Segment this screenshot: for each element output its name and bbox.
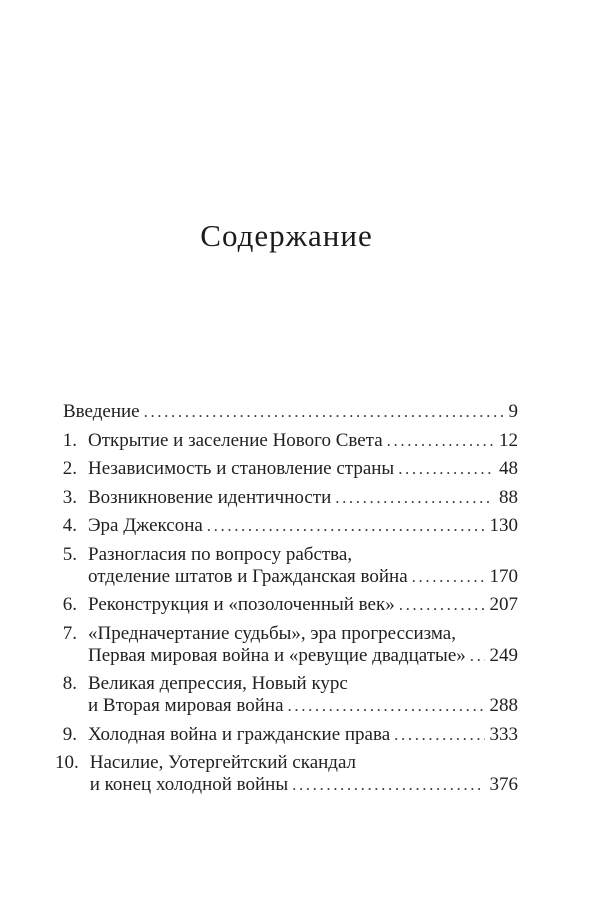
dot-leader bbox=[288, 695, 485, 717]
toc-entry bbox=[55, 673, 518, 717]
entry-number: 6. bbox=[62, 594, 77, 615]
entry-line bbox=[90, 752, 518, 774]
entry-page-number: 12 bbox=[499, 429, 518, 451]
toc-entry bbox=[55, 724, 518, 746]
dot-leader bbox=[399, 594, 485, 616]
toc-entry bbox=[55, 594, 518, 616]
entry-line bbox=[88, 544, 518, 566]
toc-entry bbox=[55, 515, 518, 537]
dot-leader bbox=[207, 515, 485, 537]
entry-line bbox=[88, 623, 518, 645]
entry-body bbox=[88, 673, 518, 717]
entry-number: 1. bbox=[62, 429, 77, 451]
entry-body bbox=[88, 594, 518, 616]
entry-line bbox=[88, 645, 518, 667]
entry-number: 7. bbox=[62, 622, 77, 644]
entry-page-number: 249 bbox=[489, 644, 518, 666]
content-column bbox=[55, 0, 518, 803]
toc-entry bbox=[55, 401, 518, 423]
dot-leader bbox=[412, 566, 485, 588]
entry-body bbox=[88, 724, 518, 746]
entry-body bbox=[90, 752, 518, 796]
entry-line bbox=[88, 594, 518, 616]
entry-title-text: Разногласия по вопросу рабства, bbox=[88, 543, 353, 565]
entry-body bbox=[88, 623, 518, 667]
dot-leader bbox=[144, 401, 504, 423]
toc-entry bbox=[55, 487, 518, 509]
entry-page-number: 170 bbox=[489, 565, 518, 587]
dot-leader bbox=[387, 430, 494, 452]
entry-page-number: 333 bbox=[489, 723, 518, 745]
entry-title-text: Независимость и становление страны bbox=[88, 458, 395, 479]
entry-page-number: 48 bbox=[499, 458, 518, 479]
entry-body bbox=[88, 430, 518, 452]
entry-title-text: отделение штатов и Гражданская война bbox=[88, 565, 408, 587]
entry-line bbox=[88, 695, 518, 717]
entry-line bbox=[88, 515, 518, 537]
dot-leader bbox=[292, 774, 484, 796]
entry-title-text: Холодная война и гражданские права bbox=[88, 723, 391, 745]
entry-page-number: 9 bbox=[508, 401, 518, 422]
entry-body bbox=[88, 544, 518, 588]
entry-number: 2. bbox=[62, 458, 77, 479]
dot-leader bbox=[394, 724, 484, 746]
entry-line bbox=[88, 724, 518, 746]
entry-title-text: Великая депрессия, Новый курс bbox=[88, 673, 348, 694]
entry-title-text: Реконструкция и «позолоченный век» bbox=[88, 594, 395, 615]
page-title: Содержание bbox=[200, 218, 373, 253]
entry-body bbox=[88, 458, 518, 480]
entry-page-number: 130 bbox=[489, 515, 518, 536]
entry-line bbox=[88, 430, 518, 452]
toc-entry bbox=[55, 623, 518, 667]
dot-leader bbox=[470, 645, 485, 667]
entry-body bbox=[88, 515, 518, 537]
entry-title-text: Эра Джексона bbox=[88, 515, 203, 536]
toc-list bbox=[55, 401, 518, 796]
entry-number: 8. bbox=[62, 673, 77, 694]
entry-title-text: Первая мировая война и «ревущие двадцатые» bbox=[88, 644, 466, 666]
entry-line bbox=[88, 458, 518, 480]
dot-leader bbox=[398, 458, 494, 480]
entry-title-text: Открытие и заселение Нового Света bbox=[88, 429, 383, 451]
toc-entry bbox=[55, 430, 518, 452]
entry-number: 3. bbox=[62, 486, 77, 508]
entry-number: 4. bbox=[62, 515, 77, 536]
entry-body bbox=[88, 487, 518, 509]
dot-leader bbox=[335, 487, 494, 509]
entry-body bbox=[63, 401, 518, 423]
toc-entry bbox=[55, 458, 518, 480]
entry-number: 5. bbox=[62, 543, 77, 565]
entry-page-number: 288 bbox=[489, 695, 518, 716]
entry-title-text: и Вторая мировая война bbox=[88, 695, 284, 716]
entry-line bbox=[90, 774, 518, 796]
entry-number: 9. bbox=[62, 723, 77, 745]
entry-number: 10. bbox=[55, 752, 79, 773]
entry-line bbox=[88, 566, 518, 588]
entry-title-text: «Предначертание судьбы», эра прогрессизма, bbox=[88, 622, 456, 644]
entry-title-text: Возникновение идентичности bbox=[88, 486, 332, 508]
entry-page-number: 376 bbox=[489, 774, 518, 795]
entry-page-number: 207 bbox=[489, 594, 518, 615]
toc-entry bbox=[55, 752, 518, 796]
entry-page-number: 88 bbox=[499, 486, 518, 508]
entry-line bbox=[63, 401, 518, 423]
entry-line bbox=[88, 673, 518, 695]
entry-title-text: Насилие, Уотергейтский скандал bbox=[89, 752, 357, 773]
entry-title-text: Введение bbox=[63, 401, 140, 422]
entry-title-text: и конец холодной войны bbox=[89, 774, 289, 795]
toc-entry bbox=[55, 544, 518, 588]
entry-line bbox=[88, 487, 518, 509]
